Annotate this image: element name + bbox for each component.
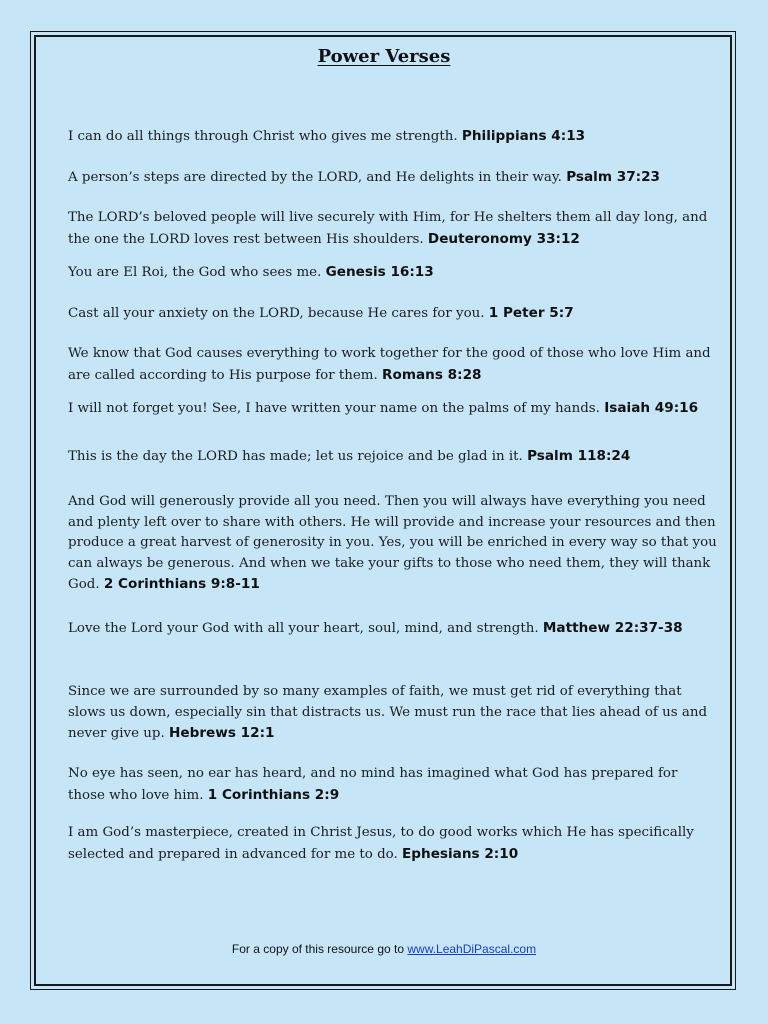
verse-6: We know that God causes everything to work together for the good of those who love Him and are called according to His purpose for them. Romans 8:28 bbox=[68, 346, 711, 383]
verse-reference: Philippians 4:13 bbox=[461, 128, 586, 144]
verse-5: Cast all your anxiety on the LORD, because He cares for you. 1 Peter 5:7 bbox=[68, 305, 574, 321]
verse-13: I am God’s masterpiece, created in Christ Jesus, to do good works which He has specifically selected and prepared in advanced for me to do. Ephesians 2:10 bbox=[68, 825, 694, 862]
verse-8: This is the day the LORD has made; let us rejoice and be glad in it. Psalm 118:24 bbox=[68, 448, 631, 464]
verse-11: Since we are surrounded by so many examples of faith, we must get rid of everything that slows us down, especially sin that distracts us. We must run the race that lies ahead of us and never give up. Hebrews 12:1 bbox=[68, 684, 708, 741]
page-title: Power Verses bbox=[317, 46, 451, 67]
verse-7: I will not forget you! See, I have written your name on the palms of my hands. Isaiah 49:16 bbox=[68, 400, 699, 416]
verse-reference: Psalm 118:24 bbox=[527, 448, 631, 464]
verse-reference: Ephesians 2:10 bbox=[402, 845, 519, 862]
website-link[interactable]: www.LeahDiPascal.com bbox=[407, 942, 537, 956]
verse-4: You are El Roi, the God who sees me. Genesis 16:13 bbox=[68, 264, 434, 280]
verse-reference: 1 Peter 5:7 bbox=[488, 305, 574, 321]
verse-3: The LORD’s beloved people will live securely with Him, for He shelters them all day long, and the one the LORD loves rest between His shoulders. Deuteronomy 33:12 bbox=[68, 210, 708, 247]
verse-reference: Isaiah 49:16 bbox=[604, 400, 699, 416]
verse-reference: Psalm 37:23 bbox=[566, 169, 661, 185]
verse-reference: Hebrews 12:1 bbox=[169, 725, 275, 741]
verse-reference: Romans 8:28 bbox=[382, 366, 482, 383]
verse-1: I can do all things through Christ who gives me strength. Philippians 4:13 bbox=[68, 128, 586, 144]
verse-12: No eye has seen, no ear has heard, and no mind has imagined what God has prepared for those who love him. 1 Corinthians 2:9 bbox=[68, 766, 678, 803]
verse-10: Love the Lord your God with all your heart, soul, mind, and strength. Matthew 22:37-38 bbox=[68, 620, 683, 636]
footer-text: For a copy of this resource go to bbox=[231, 942, 405, 956]
verse-2: A person’s steps are directed by the LORD, and He delights in their way. Psalm 37:23 bbox=[68, 169, 661, 185]
verse-9: And God will generously provide all you need. Then you will always have everything you need and plenty left over to share with others. He will provide and increase your resources and then produce a great harvest of generosity in you. Yes, you will be enriched in every way so that you can always be generous. And when we take your gifts to those who need them, they will thank God. 2 Corinthians 9:8-11 bbox=[68, 494, 717, 592]
verse-reference: 2 Corinthians 9:8-11 bbox=[103, 576, 260, 592]
verse-reference: Matthew 22:37-38 bbox=[542, 620, 683, 636]
footer-note bbox=[0, 942, 768, 956]
verse-reference: Deuteronomy 33:12 bbox=[427, 230, 580, 247]
verse-reference: 1 Corinthians 2:9 bbox=[207, 786, 340, 803]
verse-reference: Genesis 16:13 bbox=[325, 264, 434, 280]
